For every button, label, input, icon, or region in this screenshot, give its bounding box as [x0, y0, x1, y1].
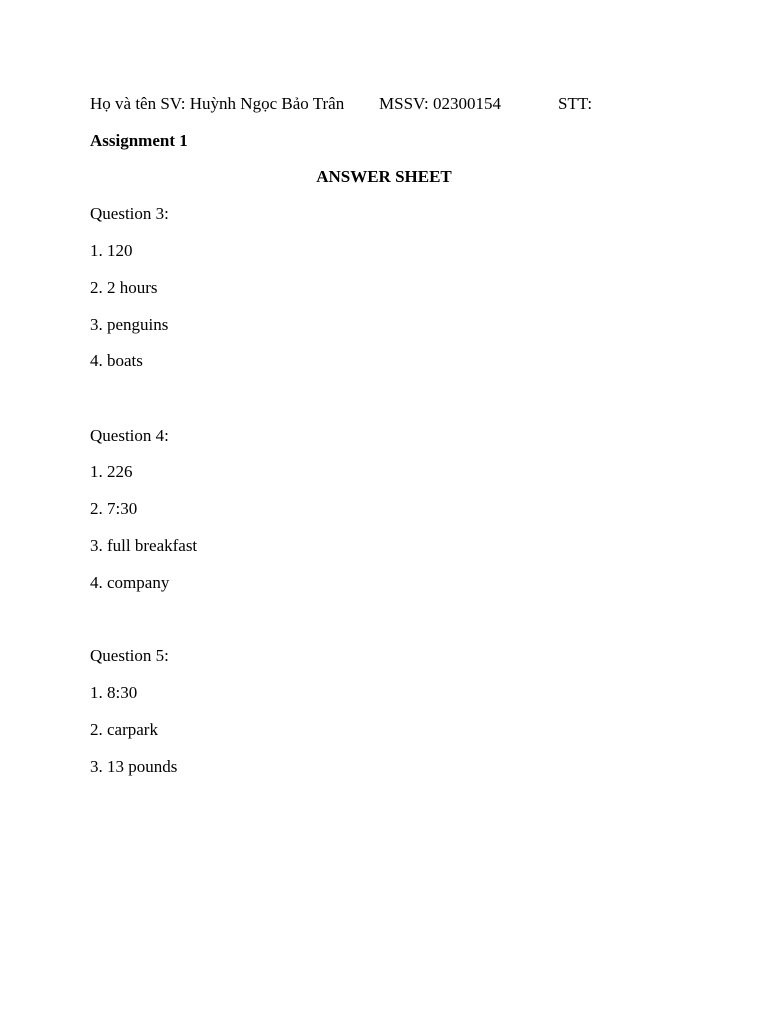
question-4-answer-4: 4. company	[90, 573, 170, 592]
student-id: MSSV: 02300154	[379, 94, 502, 113]
student-name: Họ và tên SV: Huỳnh Ngọc Bảo Trân	[90, 94, 345, 113]
assignment-heading: Assignment 1	[90, 131, 188, 150]
question-4-answer-3: 3. full breakfast	[90, 536, 198, 555]
question-5-answer-2: 2. carpark	[90, 720, 158, 739]
question-3-label: Question 3:	[90, 204, 169, 223]
question-3-answer-1: 1. 120	[90, 241, 133, 260]
page-title: ANSWER SHEET	[316, 167, 452, 186]
order-number: STT:	[558, 94, 593, 113]
question-3-answer-3: 3. penguins	[90, 315, 169, 334]
question-4-answer-1: 1. 226	[90, 462, 133, 481]
question-3-answer-4: 4. boats	[90, 351, 143, 370]
question-5-answer-3: 3. 13 pounds	[90, 757, 178, 776]
question-4-answer-2: 2. 7:30	[90, 499, 138, 518]
question-4-label: Question 4:	[90, 426, 169, 445]
question-5-label: Question 5:	[90, 646, 169, 665]
question-3-answer-2: 2. 2 hours	[90, 278, 158, 297]
question-5-answer-1: 1. 8:30	[90, 683, 138, 702]
